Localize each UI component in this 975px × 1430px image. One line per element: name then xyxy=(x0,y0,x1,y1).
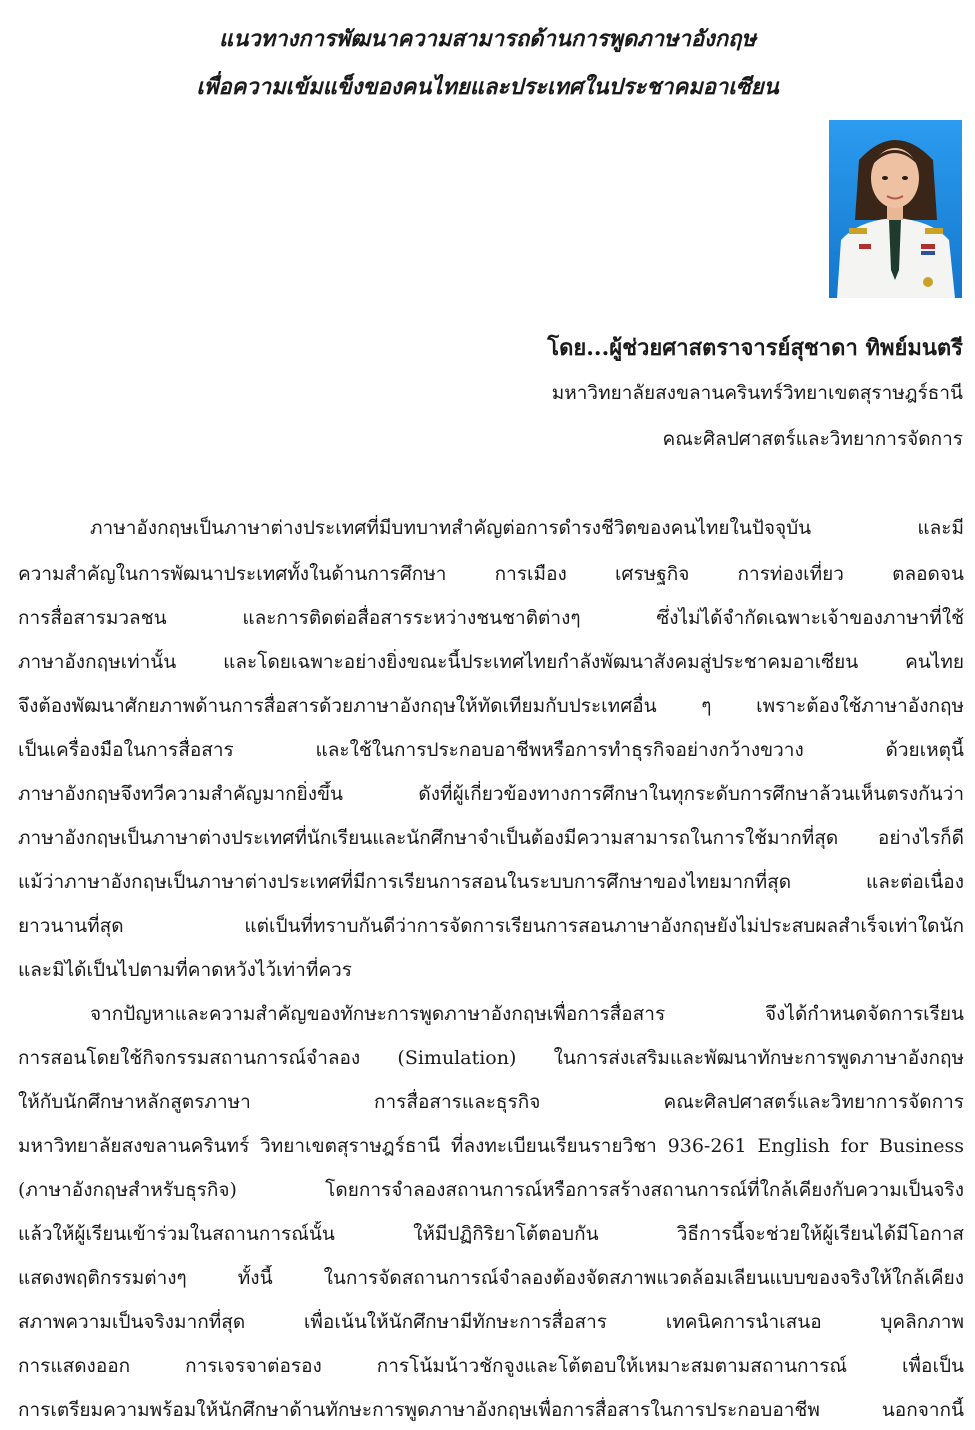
paragraph-1-line: ภาษาอังกฤษจึงทวีความสำคัญมากยิ่งขึ้น ดังที่ผู้เกี่ยวข้องทางการศึกษาในทุกระดับการศึกษาล้วนเห็นตรงกันว่า xyxy=(18,783,964,805)
paragraph-2-line: แล้วให้ผู้เรียนเข้าร่วมในสถานการณ์นั้น ให้มีปฏิกิริยาโต้ตอบกัน วิธีการนี้จะช่วยให้ผู้เรียนได้มีโอกาส xyxy=(18,1223,964,1245)
paragraph-1-line: ภาษาอังกฤษเท่านั้น และโดยเฉพาะอย่างยิ่งขณะนี้ประเทศไทยกำลังพัฒนาสังคมสู่ประชาคมอาเซียน คนไทย xyxy=(18,651,964,673)
paragraph-1-line: และมิได้เป็นไปตามที่คาดหวังไว้เท่าที่ควร xyxy=(18,959,352,981)
paragraph-2-line: (ภาษาอังกฤษสำหรับธุรกิจ) โดยการจำลองสถานการณ์หรือการสร้างสถานการณ์ที่ใกล้เคียงกับความเป็นจริง xyxy=(18,1179,964,1201)
paragraph-2-line: สภาพความเป็นจริงมากที่สุด เพื่อเน้นให้นักศึกษามีทักษะการสื่อสาร เทคนิคการนำเสนอ บุคลิกภาพ xyxy=(18,1311,964,1333)
title-line-2: เพื่อความเข้มแข็งของคนไทยและประเทศในประชาคมอาเซียน xyxy=(196,74,779,100)
paragraph-2-line: แสดงพฤติกรรมต่างๆ ทั้งนี้ ในการจัดสถานการณ์จำลองต้องจัดสภาพแวดล้อมเลียนแบบของจริงให้ใกล้เคียง xyxy=(18,1267,964,1289)
paragraph-2-line: มหาวิทยาลัยสงขลานครินทร์ วิทยาเขตสุราษฎร์ธานี ที่ลงทะเบียนเรียนรายวิชา 936-261 English for Business xyxy=(18,1135,964,1157)
paragraph-2-line: การเตรียมความพร้อมให้นักศึกษาด้านทักษะการพูดภาษาอังกฤษเพื่อการสื่อสารในการประกอบอาชีพ นอกจากนี้ xyxy=(18,1399,964,1421)
paragraph-2-line: ให้กับนักศึกษาหลักสูตรภาษา การสื่อสารและธุรกิจ คณะศิลปศาสตร์และวิทยาการจัดการ xyxy=(18,1091,964,1113)
author-photo xyxy=(829,120,962,298)
paragraph-1-line: การสื่อสารมวลชน และการติดต่อสื่อสารระหว่างชนชาติต่างๆ ซึ่งไม่ได้จำกัดเฉพาะเจ้าของภาษาที่ใช้ xyxy=(18,607,964,629)
author-affiliation-university: มหาวิทยาลัยสงขลานครินทร์วิทยาเขตสุราษฎร์ธานี xyxy=(551,382,963,404)
author-affiliation-faculty: คณะศิลปศาสตร์และวิทยาการจัดการ xyxy=(662,428,963,450)
title-line-1: แนวทางการพัฒนาความสามารถด้านการพูดภาษาอังกฤษ xyxy=(219,26,756,52)
paragraph-1-line: แม้ว่าภาษาอังกฤษเป็นภาษาต่างประเทศที่มีการเรียนการสอนในระบบการศึกษาของไทยมากที่สุด และต่อเนื่อง xyxy=(18,871,964,893)
paragraph-1-line: เป็นเครื่องมือในการสื่อสาร และใช้ในการประกอบอาชีพหรือการทำธุรกิจอย่างกว้างขวาง ด้วยเหตุนี้ xyxy=(18,739,964,761)
paragraph-1-line: ยาวนานที่สุด แต่เป็นที่ทราบกันดีว่าการจัดการเรียนการสอนภาษาอังกฤษยังไม่ประสบผลสำเร็จเท่าใดนัก xyxy=(18,915,964,937)
paragraph-1-line: ภาษาอังกฤษเป็นภาษาต่างประเทศที่นักเรียนและนักศึกษาจำเป็นต้องมีความสามารถในการใช้มากที่สุด อย่างไรก็ดี xyxy=(18,827,964,849)
paragraph-1-line: ความสำคัญในการพัฒนาประเทศทั้งในด้านการศึกษา การเมือง เศรษฐกิจ การท่องเที่ยว ตลอดจน xyxy=(18,563,964,585)
paragraph-2-line: การสอนโดยใช้กิจกรรมสถานการณ์จำลอง (Simulation) ในการส่งเสริมและพัฒนาทักษะการพูดภาษาอังกฤษ xyxy=(18,1047,964,1069)
paragraph-1-line: ภาษาอังกฤษเป็นภาษาต่างประเทศที่มีบทบาทสำคัญต่อการดำรงชีวิตของคนไทยในปัจจุบัน และมี xyxy=(90,517,964,539)
author-portrait xyxy=(829,120,962,298)
paragraph-2-line: การแสดงออก การเจรจาต่อรอง การโน้มน้าวชักจูงและโต้ตอบให้เหมาะสมตามสถานการณ์ เพื่อเป็น xyxy=(18,1355,964,1377)
paragraph-1-line: จึงต้องพัฒนาศักยภาพด้านการสื่อสารด้วยภาษาอังกฤษให้ทัดเทียมกับประเทศอื่น ๆ เพราะต้องใช้ภาษาอังกฤษ xyxy=(18,695,964,717)
paragraph-2-line: จากปัญหาและความสำคัญของทักษะการพูดภาษาอังกฤษเพื่อการสื่อสาร จึงได้กำหนดจัดการเรียน xyxy=(90,1003,964,1025)
author-name: โดย...ผู้ช่วยศาสตราจารย์สุชาดา ทิพย์มนตรี xyxy=(547,335,963,361)
